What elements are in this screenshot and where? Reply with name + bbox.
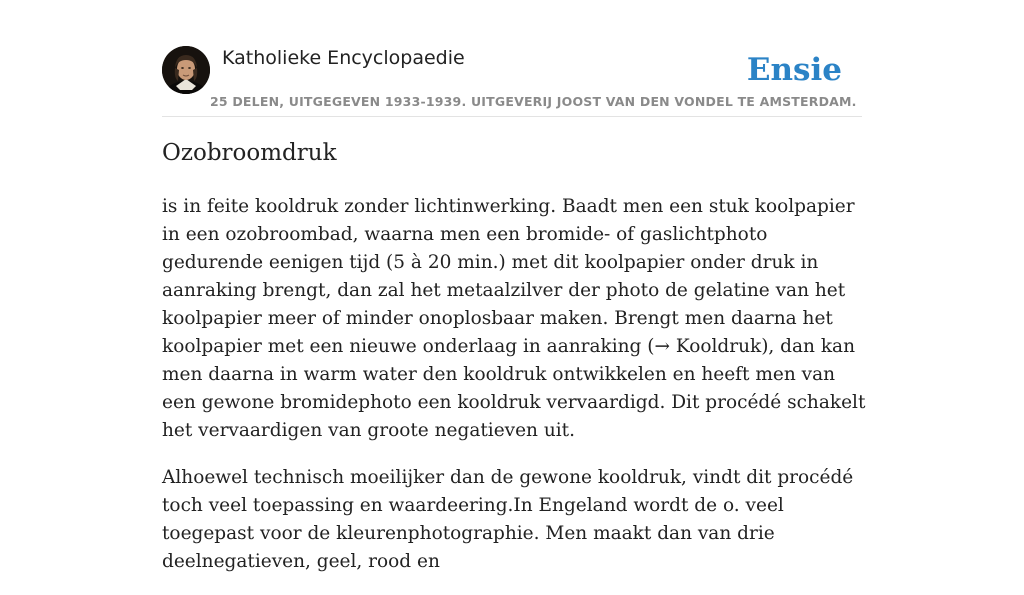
article-body <box>162 193 866 595</box>
portrait-avatar-icon[interactable] <box>162 46 210 94</box>
article-paragraph: Alhoewel technisch moeilijker dan de gewone kooldruk, vindt dit procédé toch veel toepassing en waardeering.In Engeland wordt de o. veel toegepast voor de kleurenphotographie. Men maakt dan van drie deelnegatieven, geel, rood en <box>162 467 854 572</box>
site-header <box>162 46 862 117</box>
article-paragraph: is in feite kooldruk zonder lichtinwerking. Baadt men een stuk koolpapier in een ozobroombad, waarna men een bromide- of gaslichtphoto gedurende eenigen tijd (5 à 20 min.) met dit koolpapier onder druk in aanraking brengt, dan zal het metaalzilver der photo de gelatine van het koolpapier meer of minder onoplosbaar maken. Brengt men daarna het koolpapier met een nieuwe onderlaag in aanraking (→ Kooldruk), dan kan men daarna in warm water den kooldruk ontwikkelen en heeft men van een gewone bromidephoto een kooldruk vervaardigd. Dit procédé schakelt het vervaardigen van groote negatieven uit. <box>162 196 866 441</box>
brand-logo-link[interactable]: Ensie <box>746 52 842 88</box>
publication-subtitle: 25 DELEN, UITGEGEVEN 1933-1939. UITGEVERIJ JOOST VAN DEN VONDEL TE AMSTERDAM. <box>210 94 857 109</box>
article-title: Ozobroomdruk <box>162 140 337 166</box>
site-title[interactable]: Katholieke Encyclopaedie <box>222 47 465 69</box>
